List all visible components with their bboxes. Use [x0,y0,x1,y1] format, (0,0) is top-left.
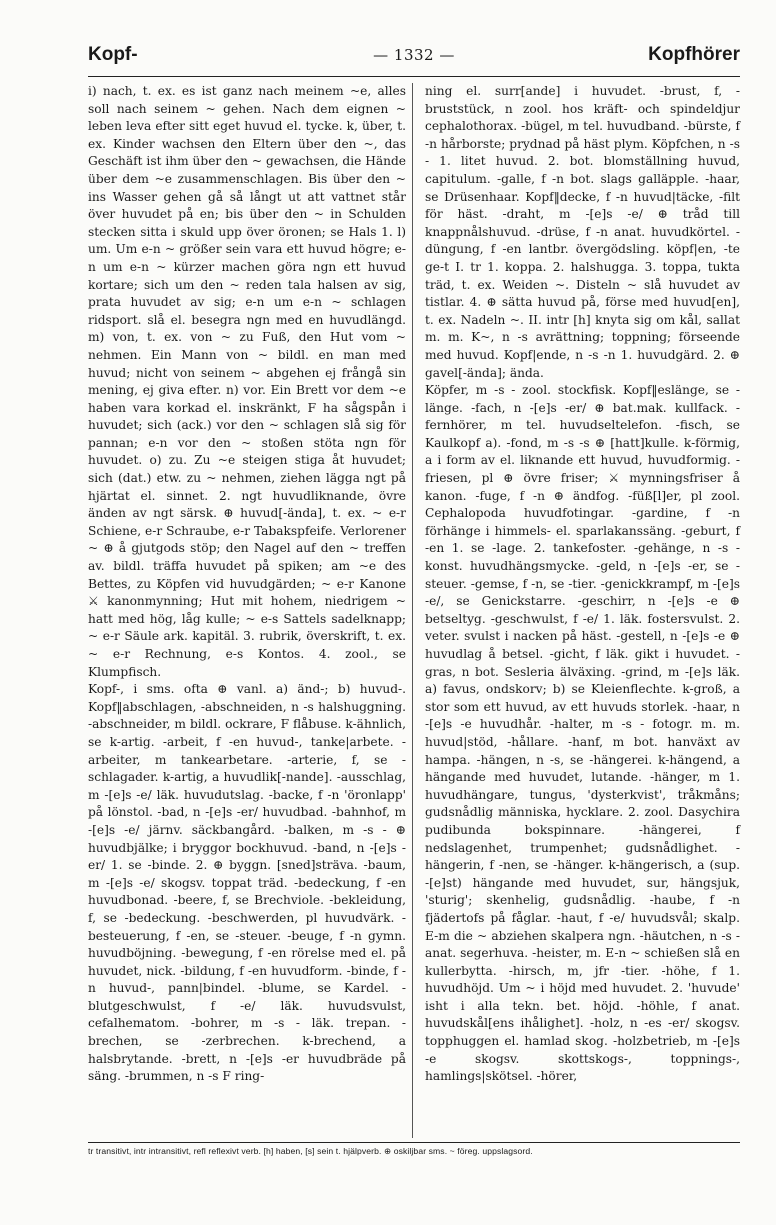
page-number: — 1332 — [373,46,455,64]
entry-kopf-continued: i) nach, t. ex. es ist ganz nach meinem ~e, alles soll nach seinem ~ gehen. Nach dem eignen ~ leben leva efter sitt eget huvud el. tycke. k, über, t. ex. Kinder wachsen den Eltern über den ~, das Geschäft ist ihm über den ~ gewachsen, die Hände über dem ~e zusammenschlagen. Bis über den ~ ins Wasser gehen gå så långt ut att vattnet står över huvudet på en; bis über den ~ in Schulden stecken sitta i skuld upp över öronen; se Hals 1. l) um. Um e-n ~ größer sein vara ett huvud högre; e-n um e-n ~ kürzer machen göra ngn ett huvud kortare; sich um den ~ reden tala halsen av sig, prata huvudet av sig; e-n um e-n ~ schlagen ridsport. slå el. besegra ngn med en huvudlängd. m) von, t. ex. von ~ zu Fuß, den Hut vom ~ nehmen. Ein Mann von ~ bildl. en man med huvud; nicht von seinem ~ abgehen ej frångå sin mening, ej giva efter. n) vor. Ein Brett vor dem ~e haben vara korkad el. inskränkt, F ha sågspån i huvudet; sich (ack.) vor den ~ schlagen slå sig för pannan; e-n vor den ~ stoßen stöta ngn för huvudet. o) zu. Zu ~e steigen stiga åt huvudet; sich (dat.) etw. zu ~ nehmen, ziehen lägga ngt på hjärtat el. sinnet. 2. ngt huvudliknande, övre änden av ngt särsk. ⊕ huvud[-ända], t. ex. ~ e-r Schiene, e-r Schraube, e-r Tabakspfeife. Verlorener ~ ⊕ å gjutgods stöp; den Nagel auf den ~ treffen av. bildl. träffa huvudet på spiken; am ~e des Bettes, zu Köpfen vid huvudgärden; ~ e-r Kanone ⚔ kanonmynning; Hut mit hohem, niedrigem ~ hatt med hög, låg kulle; ~ e-s Sattels sadelknapp; ~ e-r Säule ark. kapitäl. 3. rubrik, överskrift, t. ex. ~ e-r Rechnung, e-s Kontos. 4. zool., se Klumpfisch. [88,84,406,679]
left-column [88,83,406,1086]
right-column [425,83,740,1086]
page-header [88,44,740,74]
abbreviation-legend: tr transitivt, intr intransitivt, refl reflexivt verb. [h] haben, [s] sein t. hjälpverb. ⊕ oskiljbar sms. ~ föreg. uppslagsord. [88,1146,533,1156]
header-rule [88,76,740,77]
right-running-headword: Kopfhörer [648,44,740,65]
entry-block-2: Köpfer, m -s - zool. stockfisk. Kopf‖eslänge, se -länge. -fach, n -[e]s -er/ ⊕ bat.mak. kullfack. -fernhörer, m tel. huvudseltelefon. -fisch, se Kaulkopf a). -fond, m -s -s ⊕ [hatt]kulle. k-förmig, a i form av el. liknande ett huvud, huvudformig. -friesen, pl ⊕ övre friser; ⚔ mynningsfriser å kanon. -fuge, f -n ⊕ ändfog. -füß[l]er, pl zool. Cephalopoda huvudfotingar. -gardine, f -n förhänge i himmels- el. sparlakanssäng. -geburt, f -en 1. se -lage. 2. tankefoster. -gehänge, n -s - konst. huvudhängsmycke. -geld, n -[e]s -er, se -steuer. -gemse, f -n, se -tier. -genickkrampf, m -[e]s -e/, se Genickstarre. -geschirr, n -[e]s -e ⊕ betseltyg. -geschwulst, f -e/ 1. läk. fostersvulst. 2. veter. svulst i nacken på häst. -gestell, n -[e]s -e ⊕ huvudlag å betsel. -gicht, f läk. gikt i huvudet. -gras, n bot. Sesleria älväxing. -grind, m -[e]s läk. a) favus, ondskorv; b) se Kleienflechte. k-groß, a stor som ett huvud, av ett huvuds storlek. -haar, n -[e]s -e huvudhår. -halter, m -s - fotogr. m. m. huvud|stöd, -hållare. -hanf, m bot. hanväxt av hampa. -hängen, n -s, se -hängerei. k-hängend, a hängande med huvudet, lutande. -hänger, m 1. huvudhängare, tungus, 'dysterkvist', tråkmåns; gudsnådlig människa, hycklare. 2. zool. Dasychira pudibunda bokspinnare. -hängerei, f nedslagenhet, trumpenhet; gudsnådlighet. -hängerin, f -nen, se -hänger. k-hängerisch, a (sup. -[e]st) hängande med huvudet, sur, hängsjuk, 'sturig'; skenhelig, gudsnådlig. -haube, f -n fjädertofs på fåglar. -haut, f -e/ huvudsvål; skalp. E-m die ~ abziehen skalpera ngn. -häutchen, n -s - anat. segerhuva. -heister, m. E-n ~ schießen slå en kullerbytta. -hirsch, m, jfr -tier. -höhe, f 1. huvudhöjd. Um ~ i höjd med huvudet. 2. 'huvude' isht i alla tekn. bet. höjd. -höhle, f anat. huvudskål[ens ihålighet]. -holz, n -es -er/ skogsv. topphuggen el. hamlad skog. -holzbetrieb, m -[e]s -e skogsv. skottskogs-, toppnings-, hamlings|skötsel. -hörer, [425,383,740,1084]
left-running-headword: Kopf- [88,44,138,65]
entry-kopf-compounds: Kopf-, i sms. ofta ⊕ vanl. a) änd-; b) huvud-. Kopf‖abschlagen, -abschneiden, n -s halshuggning. -abschneider, m bildl. ockrare, F flåbuse. k-ähnlich, se k-artig. -arbeit, f -en huvud-, tanke|arbete. -arbeiter, m tankearbetare. -arterie, f, se -schlagader. k-artig, a huvudlik[-nande]. -ausschlag, m -[e]s -e/ läk. huvudutslag. -backe, f -n 'öronlapp' på lönstol. -bad, n -[e]s -er/ huvudbad. -bahnhof, m -[e]s -e/ järnv. säckbangård. -balken, m -s - ⊕ huvudbjälke; i bryggor bockhuvud. -band, n -[e]s -er/ 1. se -binde. 2. ⊕ byggn. [sned]sträva. -baum, m -[e]s -e/ skogsv. toppat träd. -bedeckung, f -en huvudbonad. -beere, f, se Brechviole. -bekleidung, f, se -bedeckung. -beschwerden, pl huvudvärk. -besteuerung, f -en, se -steuer. -beuge, f -n gymn. huvudböjning. -bewegung, f -en rörelse med el. på huvudet, nick. -bildung, f -en huvudform. -binde, f -n huvud-, pann|bindel. -blume, se Kardel. -blutgeschwulst, f -e/ läk. huvudsvulst, cefalhematom. -bohrer, m -s - läk. trepan. -brechen, se -zerbrechen. k-brechend, a halsbrytande. -brett, n -[e]s -er huvudbräde på säng. -brummen, n -s F ring- [88,682,406,1084]
footer-rule [88,1142,740,1143]
entry-block-1: ning el. surr[ande] i huvudet. -brust, f, -bruststück, n zool. hos kräft- och spindeldjur cephalothorax. -bügel, m tel. huvudband. -bürste, f -n hårborste; prydnad på häst plym. Köpfchen, n -s - 1. litet huvud. 2. bot. blomställning huvud, capitulum. -galle, f -n bot. slags galläpple. -haar, se Drüsenhaar. Kopf‖decke, f -n huvud|täcke, -filt för häst. -draht, m -[e]s -e/ ⊕ tråd till knappnålshuvud. -drüse, f -n anat. huvudkörtel. -düngung, f -en lantbr. övergödsling. köpf|en, -te ge-t I. tr 1. koppa. 2. halshugga. 3. toppa, tukta träd, t. ex. Weiden ~. Disteln ~ slå huvudet av tistlar. 4. ⊕ sätta huvud på, förse med huvud[en], t. ex. Nadeln ~. II. intr [h] knyta sig om kål, sallat m. m. K~, n -s avrättning; toppning; förseende med huvud. Kopf|ende, n -s -n 1. huvudgärd. 2. ⊕ gavel[-ända]; ända. [425,84,740,380]
column-divider [412,83,413,1138]
